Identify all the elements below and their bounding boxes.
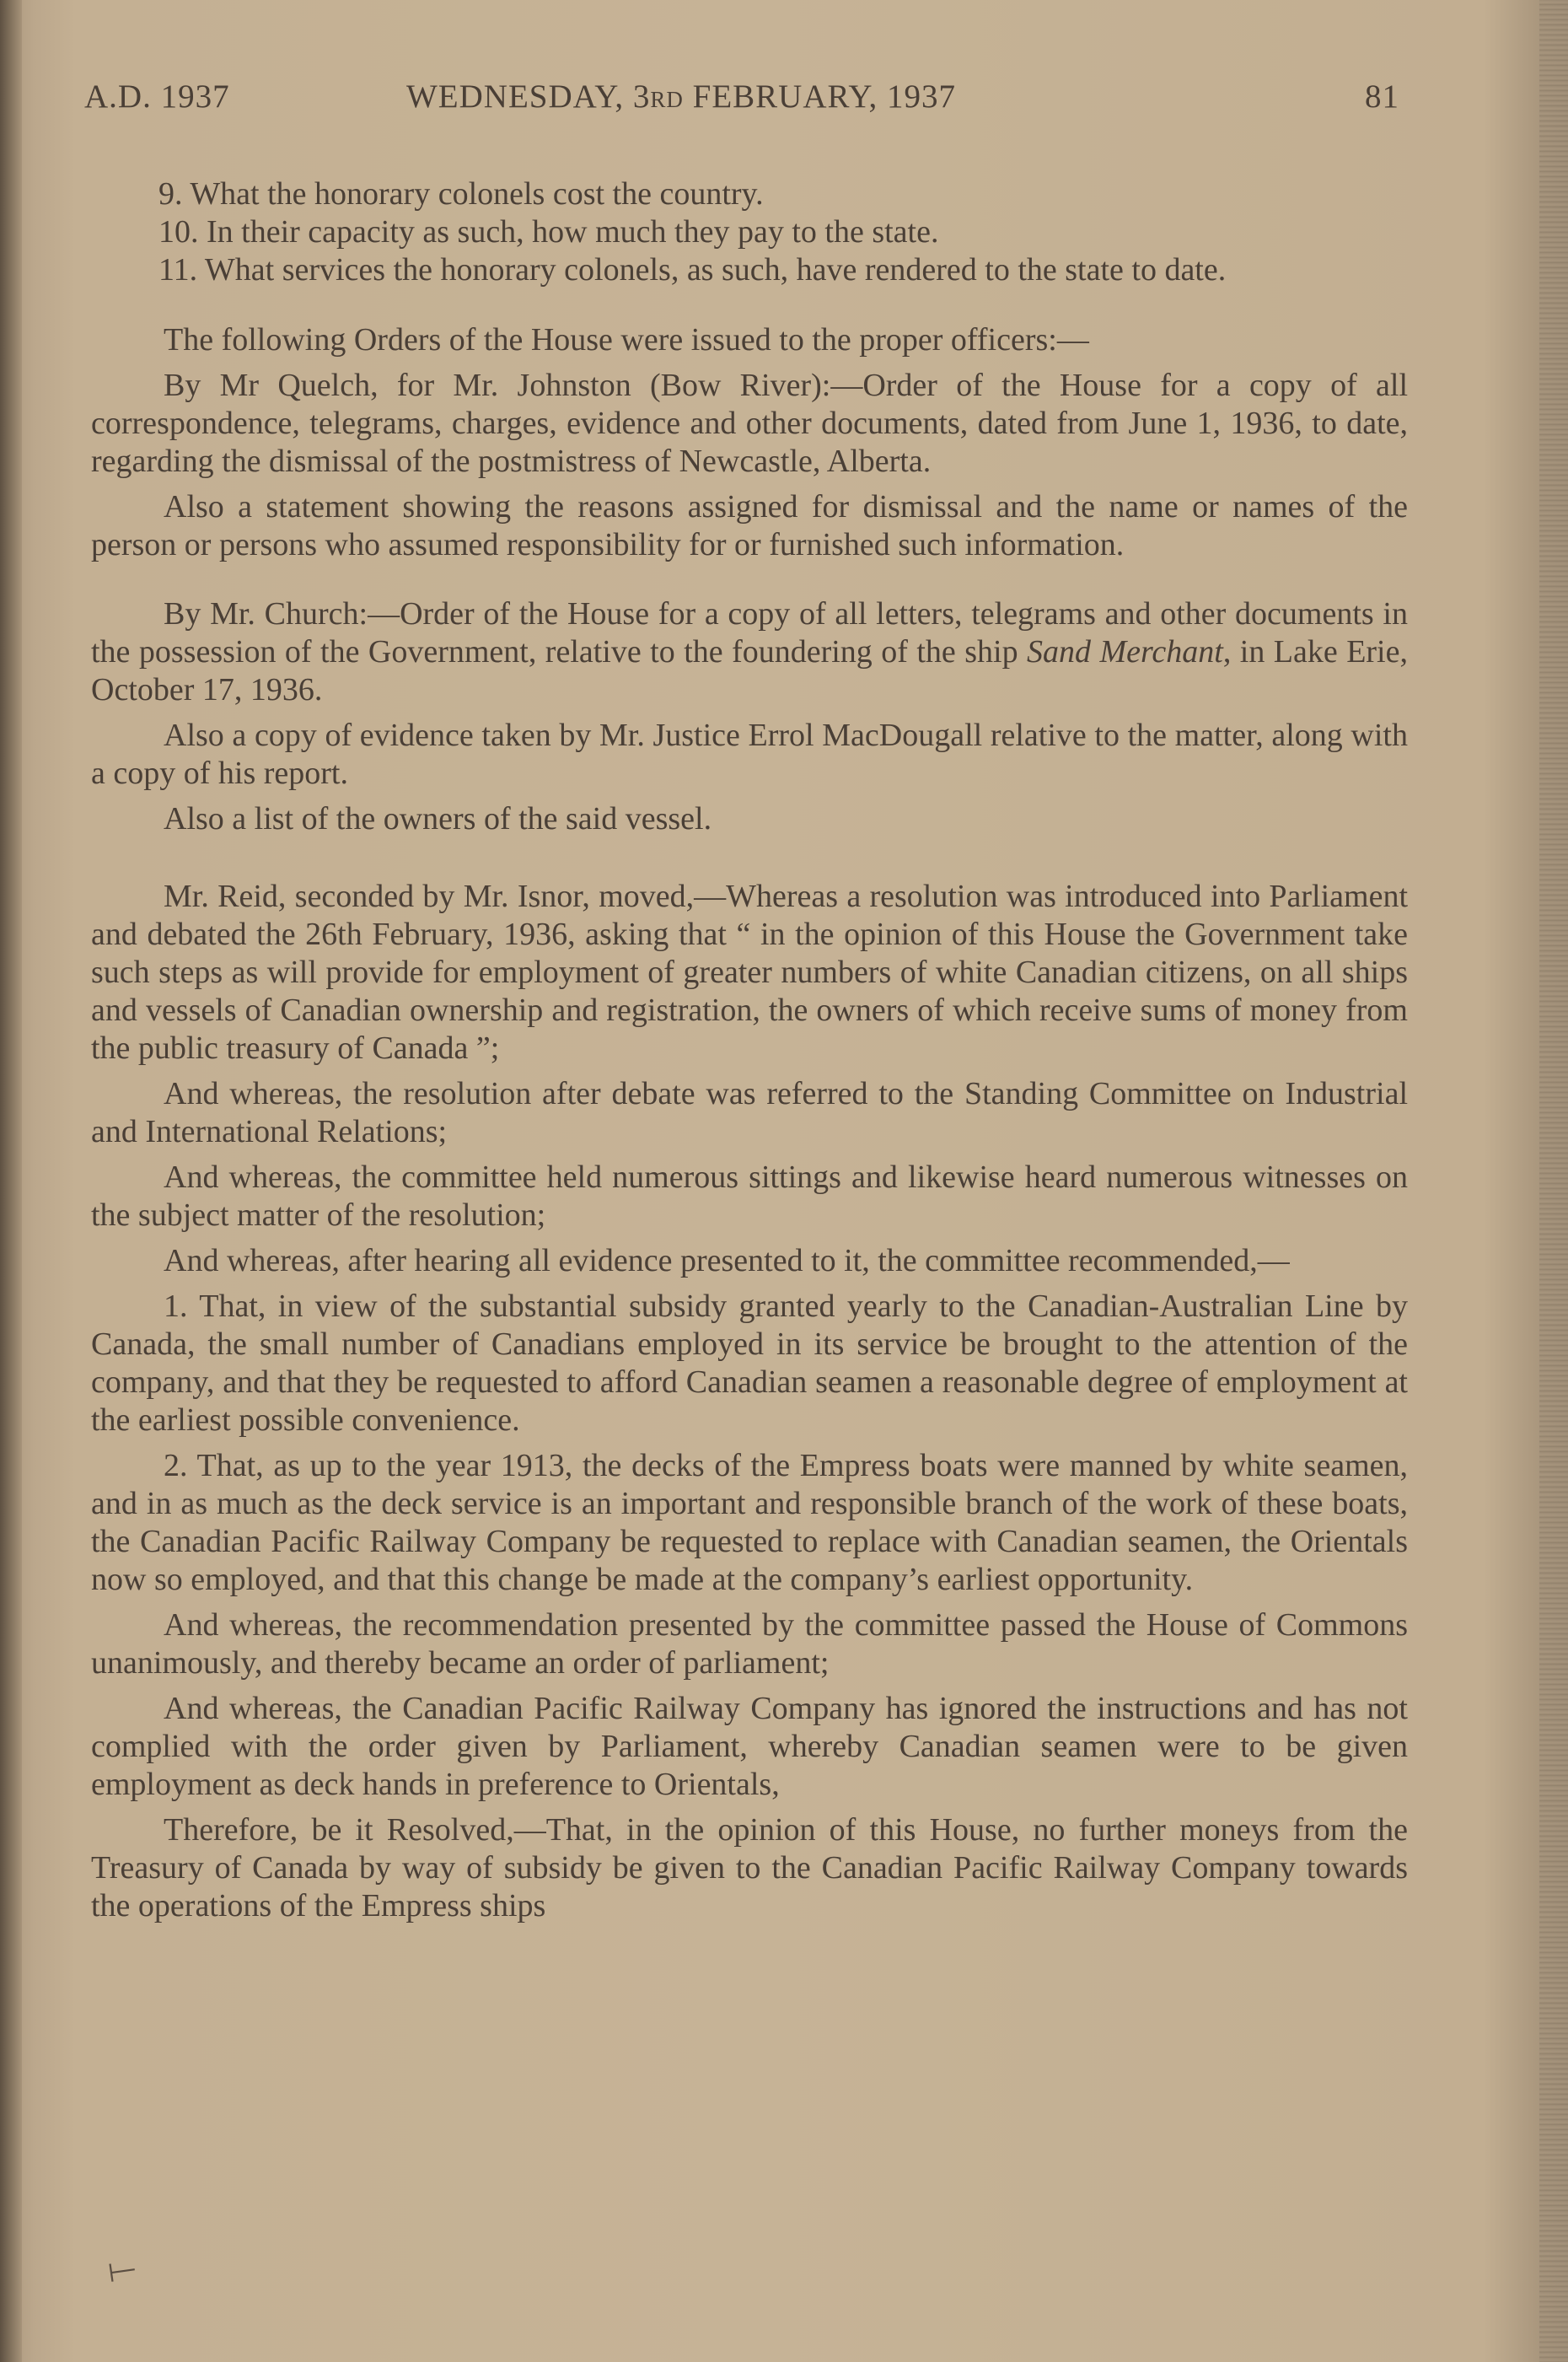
church-also-evidence: Also a copy of evidence taken by Mr. Justice Errol MacDougall relative to the matter, along with a copy of his report. — [91, 718, 1408, 791]
whereas-sittings: And whereas, the committee held numerous sittings and likewise heard numerous witnesses on the subject matter of the resolution; — [91, 1159, 1408, 1233]
book-binding-edge — [0, 0, 22, 2362]
ink-mark: ⟝ — [105, 2247, 139, 2291]
header-year: A.D. 1937 — [84, 78, 230, 115]
resolved: Therefore, be it Resolved,—That, in the opinion of this House, no further moneys from the Treasury of Canada by way of subsidy be given to the Canadian Pacific Railway Company towards the operations of the Empress ships — [91, 1812, 1408, 1923]
quelch-order: By Mr Quelch, for Mr. Johnston (Bow River):—Order of the House for a copy of all correspondence, telegrams, charges, evidence and other documents, dated from June 1, 1936, to date, regarding the dismissal of the postmistress of Newcastle, Alberta. — [91, 368, 1408, 479]
question-11: 11. What services the honorary colonels, as such, have rendered to the state to date. — [158, 252, 1227, 288]
journal-body — [91, 175, 1408, 1933]
header-date-rest: FEBRUARY, 1937 — [683, 78, 957, 115]
question-9: 9. What the honorary colonels cost the country. — [158, 176, 764, 212]
orders-intro: The following Orders of the House were issued to the proper officers:— — [164, 322, 1089, 358]
church-order-text-a: By Mr. Church:—Order of the House for a copy of all letters, telegrams and other documents in the possession of the Government, relative to the foundering of the ship — [91, 596, 1408, 670]
whereas-ignored: And whereas, the Canadian Pacific Railway Company has ignored the instructions and has not complied with the order given by Parliament, whereby Canadian seamen were to be given employment as deck hands in preference to Orientals, — [91, 1691, 1408, 1802]
ship-name: Sand Merchant — [1027, 634, 1223, 670]
reid-motion: Mr. Reid, seconded by Mr. Isnor, moved,—Whereas a resolution was introduced into Parliament and debated the 26th February, 1936, asking that “ in the opinion of this House the Government take such steps as will provide for employment of greater numbers of white Canadian citizens, on all ships and vessels of Canadian ownership and registration, the owners of which receive sums of money from the public treasury of Canada ”; — [91, 879, 1408, 1066]
whereas-passed: And whereas, the recommendation presented by the committee passed the House of Commons unanimously, and thereby became an order of parliament; — [91, 1607, 1408, 1681]
running-head — [84, 78, 1399, 128]
quelch-also: Also a statement showing the reasons assigned for dismissal and the name or names of the person or persons who assumed responsibility for or furnished such information. — [91, 489, 1408, 562]
whereas-referred: And whereas, the resolution after debate was referred to the Standing Committee on Industrial and International Relations; — [91, 1076, 1408, 1149]
recommendation-2: 2. That, as up to the year 1913, the decks of the Empress boats were manned by white seamen, and in as much as the deck service is an important and responsible branch of the work of these boats, the Canadian Pacific Railway Company be requested to replace with Canadian seamen, the Orientals now so employed, and that this change be made at the company’s earliest opportunity. — [91, 1448, 1408, 1597]
header-date-suffix: RD — [650, 87, 684, 112]
header-date-prefix: WEDNESDAY, 3 — [406, 78, 651, 115]
whereas-recommended: And whereas, after hearing all evidence presented to it, the committee recommended,— — [164, 1243, 1290, 1278]
church-order — [91, 595, 1408, 709]
question-10: 10. In their capacity as such, how much they pay to the state. — [158, 214, 939, 250]
recommendation-1: 1. That, in view of the substantial subsidy granted yearly to the Canadian-Australian Line by Canada, the small number of Canadians employed in its service be brought to the attention of the company, and that they be requested to afford Canadian seamen a reasonable degree of employment at the earliest possible convenience. — [91, 1289, 1408, 1438]
church-order-text-b: , in Lake Erie, October 17, 1936. — [91, 634, 1408, 708]
page-edge — [1539, 0, 1568, 2362]
church-also-owners: Also a list of the owners of the said vessel. — [164, 801, 712, 837]
header-date — [406, 78, 956, 116]
page-number: 81 — [1365, 78, 1399, 115]
